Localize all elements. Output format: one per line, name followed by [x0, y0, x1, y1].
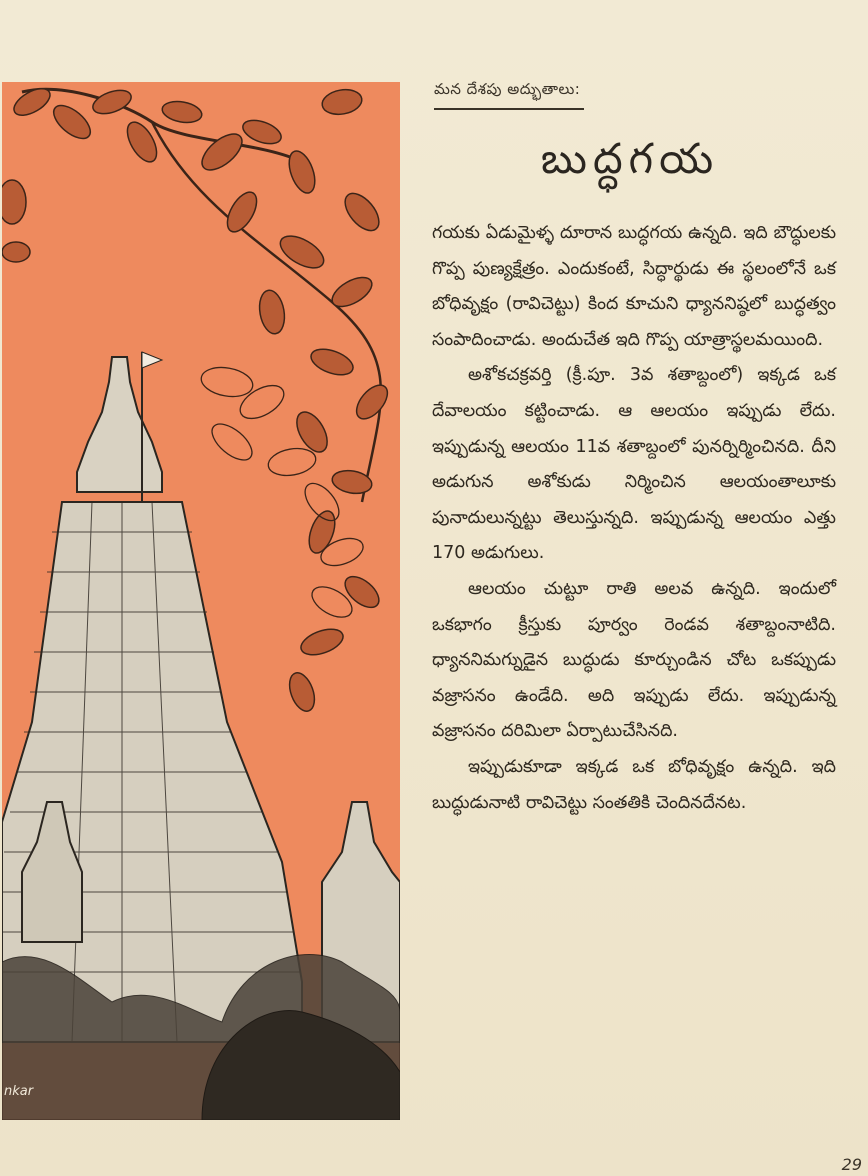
- paragraph-1: గయకు ఏడుమైళ్ళ దూరాన బుద్ధగయ ఉన్నది. ఇది బౌద్ధులకు గొప్ప పుణ్యక్షేత్రం. ఎందుకంటే, సిద్ధార్థుడు ఈ స్థలంలోనే ఒక బోధివృక్షం (రావిచెట్టు) కింద కూచుని ధ్యాననిష్ఠలో బుద్ధత్వం సంపాదించాడు. అందుచేత ఇది గొప్ప యాత్రాస్థలమయింది.: [432, 223, 836, 350]
- paragraph-4: ఇప్పుడుకూడా ఇక్కడ ఒక బోధివృక్షం ఉన్నది. ఇది బుద్ధుడునాటి రావిచెట్టు సంతతికి చెందినదేనట.: [432, 756, 836, 813]
- series-kicker: మన దేశపు అద్భుతాలు:: [434, 80, 581, 98]
- paragraph-3: ఆలయం చుట్టూ రాతి అలవ ఉన్నది. ఇందులో ఒకభాగం క్రీస్తుకు పూర్వం రెండవ శతాబ్దంనాటిది. ధ్యాననిమగ్నుడైన బుద్ధుడు కూర్చుండిన చోట ఒకప్పుడు వజ్రాసనం ఉండేది. అది ఇప్పుడు లేదు. ఇప్పుడున్న వజ్రాసనం దరిమిలా ఏర్పాటుచేసినది.: [432, 578, 836, 742]
- mahabodhi-temple-drawing: [2, 82, 400, 1120]
- page-number: 29: [841, 1155, 862, 1174]
- article-title: బుద్ధగయ: [540, 134, 720, 183]
- article-column: [420, 70, 840, 821]
- temple-illustration: [2, 82, 400, 1120]
- paragraph-2: అశోకచక్రవర్తి (క్రీ.పూ. 3వ శతాబ్దంలో) ఇక్కడ ఒక దేవాలయం కట్టించాడు. ఆ ఆలయం ఇప్పుడు లేదు. ఇప్పుడున్న ఆలయం 11వ శతాబ్దంలో పునర్నిర్మించినది. దీని అడుగున అశోకుడు నిర్మించిన ఆలయంతాలూకు పునాదులున్నట్టు తెలుస్తున్నది. ఇప్పుడున్న ఆలయం ఎత్తు 170 అడుగులు.: [432, 365, 836, 564]
- kicker-underline: [434, 108, 584, 110]
- illustrator-signature: nkar: [4, 1084, 34, 1099]
